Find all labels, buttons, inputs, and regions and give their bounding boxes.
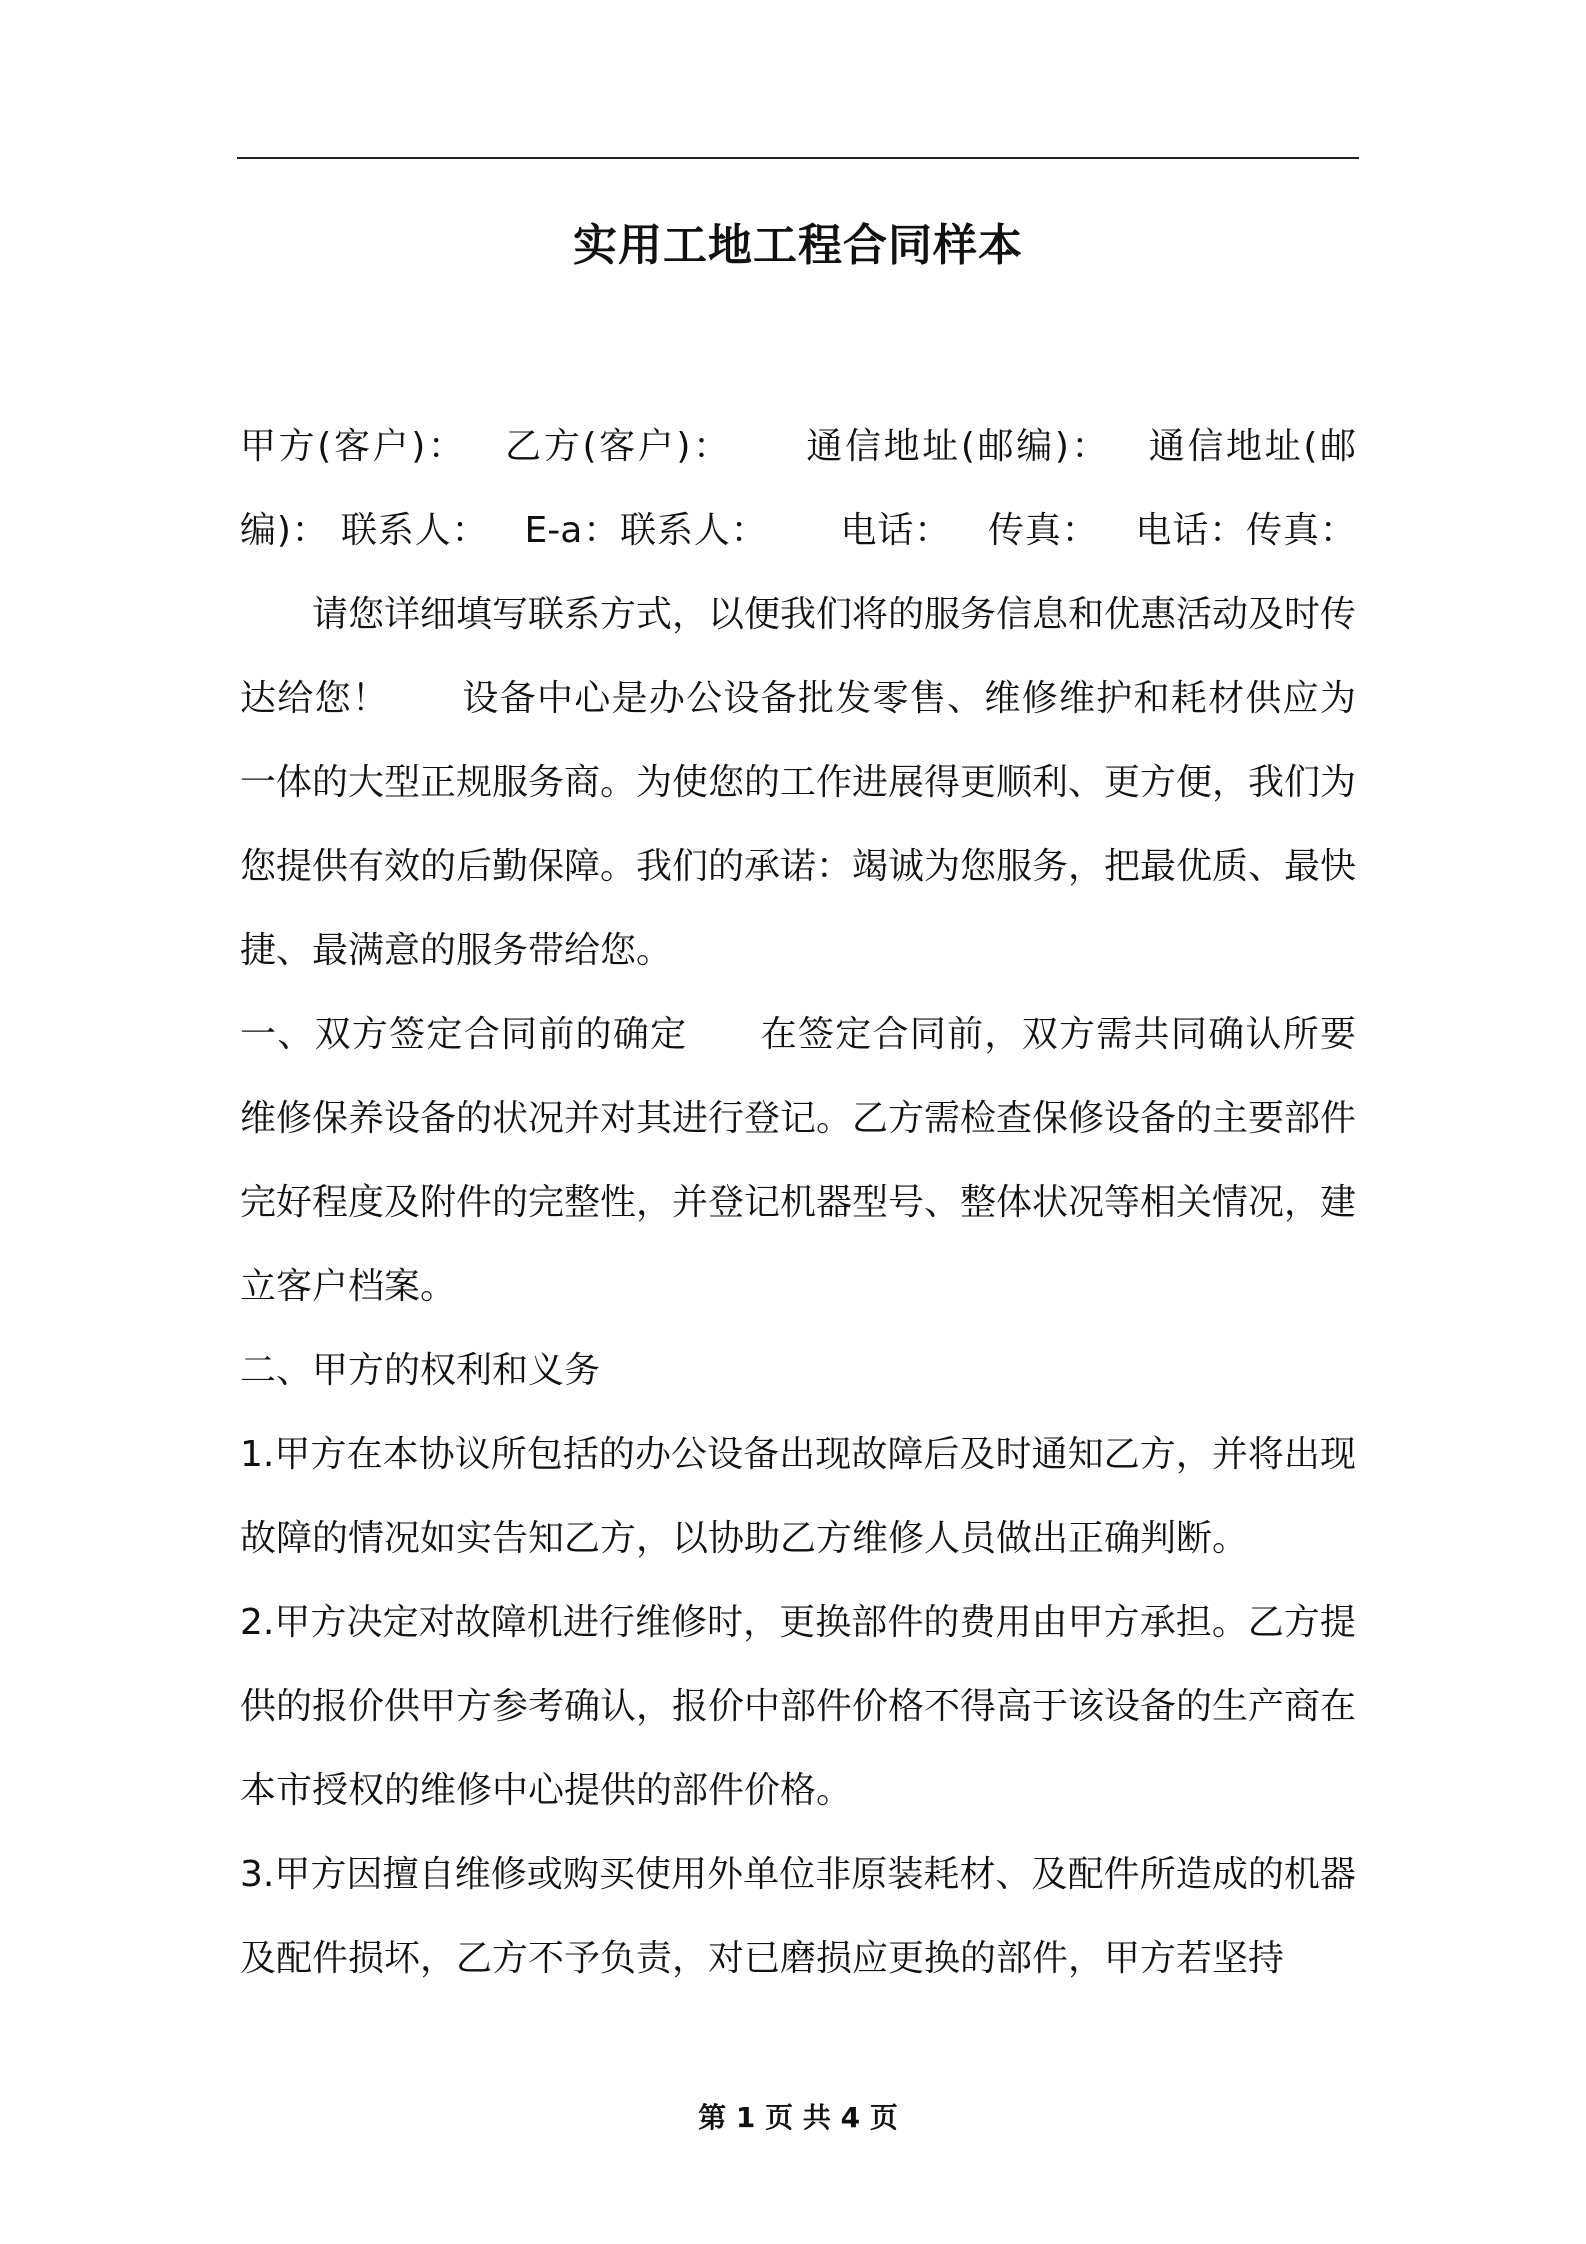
- party-b-contact-label: 联系人：: [620, 510, 768, 551]
- header-rule: [237, 157, 1359, 159]
- party-b-phone-label: 电话：: [1134, 510, 1247, 551]
- intro-company: 设备中心是办公设备批发零售、维修维护和耗材供应为一体的大型正规服务商。为使您的工作进展得更顺利、更方便，我们为您提供有效的后勤保障。我们的承诺：竭诚为您服务，把最优质、最快捷、最满意的服务带给您。: [240, 678, 1357, 971]
- section-1: [240, 993, 1356, 1329]
- party-a-contact-label: 联系人：: [341, 510, 489, 551]
- party-b-label: 乙方(客户)：: [502, 426, 732, 467]
- party-b-fax-label: 传真：: [1246, 510, 1356, 551]
- page-number: 第 1 页 共 4 页: [698, 2101, 898, 2134]
- section-1-body: 在签定合同前，双方需共同确认所要维修保养设备的状况并对其进行登记。乙方需检查保修设备的主要部件完好程度及附件的完整性，并登记机器型号、整体状况等相关情况，建立客户档案。: [240, 1014, 1357, 1307]
- party-a-address-label: 通信地址(邮编)：: [803, 426, 1111, 467]
- document-body: [240, 405, 1356, 2001]
- email-label: E-a：: [524, 510, 621, 551]
- clause-2: 2.甲方决定对故障机进行维修时，更换部件的费用由甲方承担。乙方提供的报价供甲方参考确认，报价中部件价格不得高于该设备的生产商在本市授权的维修中心提供的部件价格。: [240, 1602, 1357, 1811]
- intro-paragraph: [240, 405, 1356, 993]
- section-1-heading: 一、双方签定合同前的确定: [240, 1014, 688, 1055]
- document-title: 实用工地工程合同样本: [573, 220, 1023, 271]
- party-a-fax-label: 传真：: [987, 510, 1099, 551]
- party-b-address-label: 通信地址(邮编)：: [240, 426, 1357, 551]
- party-a-phone-label: 电话：: [839, 510, 952, 551]
- section-2-heading: 二、甲方的权利和义务: [240, 1350, 601, 1391]
- clause-1: 1.甲方在本协议所包括的办公设备出现故障后及时通知乙方，并将出现故障的情况如实告知乙方，以协助乙方维修人员做出正确判断。: [240, 1434, 1356, 1559]
- intro-notice: 请您详细填写联系方式，以便我们将的服务信息和优惠活动及时传达给您！: [240, 594, 1357, 719]
- party-a-label: 甲方(客户)：: [240, 426, 467, 467]
- clause-3: 3.甲方因擅自维修或购买使用外单位非原装耗材、及配件所造成的机器及配件损坏，乙方不予负责，对已磨损应更换的部件，甲方若坚持: [240, 1854, 1356, 1979]
